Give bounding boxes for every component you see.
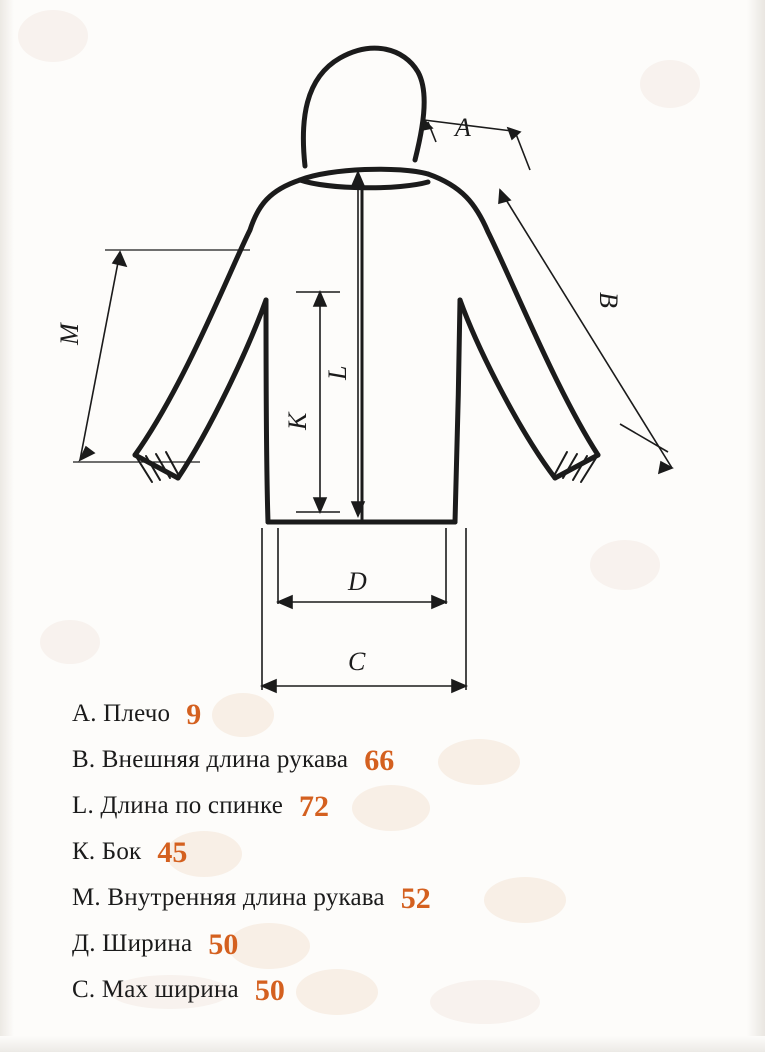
legend-value: 50 — [254, 974, 285, 1007]
legend-label: B. Внешняя длина рукава — [72, 746, 349, 773]
legend-label: A. Плечо — [72, 700, 171, 727]
legend-value: 66 — [364, 744, 395, 777]
measurement-legend — [0, 695, 765, 1017]
marker-A: A — [455, 113, 471, 142]
legend-row — [0, 833, 765, 879]
marker-B: B — [594, 292, 623, 308]
marker-K: K — [283, 412, 312, 430]
legend-row — [0, 971, 765, 1017]
legend-row — [0, 879, 765, 925]
value-highlight — [296, 969, 378, 1015]
value-highlight — [484, 877, 566, 923]
legend-value: 9 — [186, 698, 202, 731]
page-edge-bottom — [0, 1036, 765, 1052]
marker-L: L — [323, 365, 352, 380]
legend-value: 50 — [208, 928, 239, 961]
value-highlight — [438, 739, 520, 785]
marker-M: M — [55, 323, 84, 345]
legend-row — [0, 741, 765, 787]
value-highlight — [352, 785, 430, 831]
legend-label: С. Мах ширина — [72, 976, 239, 1003]
value-highlight — [228, 923, 310, 969]
legend-label: М. Внутренняя длина рукава — [72, 884, 385, 911]
legend-row — [0, 925, 765, 971]
legend-label: Д. Ширина — [72, 930, 193, 957]
value-highlight — [212, 693, 274, 737]
marker-D: D — [348, 567, 367, 596]
legend-label: L. Длина по спинке — [72, 792, 283, 819]
legend-row — [0, 695, 765, 741]
legend-label: К. Бок — [72, 838, 142, 865]
legend-value: 45 — [157, 836, 188, 869]
legend-value: 72 — [299, 790, 329, 823]
legend-value: 52 — [400, 882, 431, 915]
legend-row — [0, 787, 765, 833]
marker-C: C — [348, 647, 366, 676]
